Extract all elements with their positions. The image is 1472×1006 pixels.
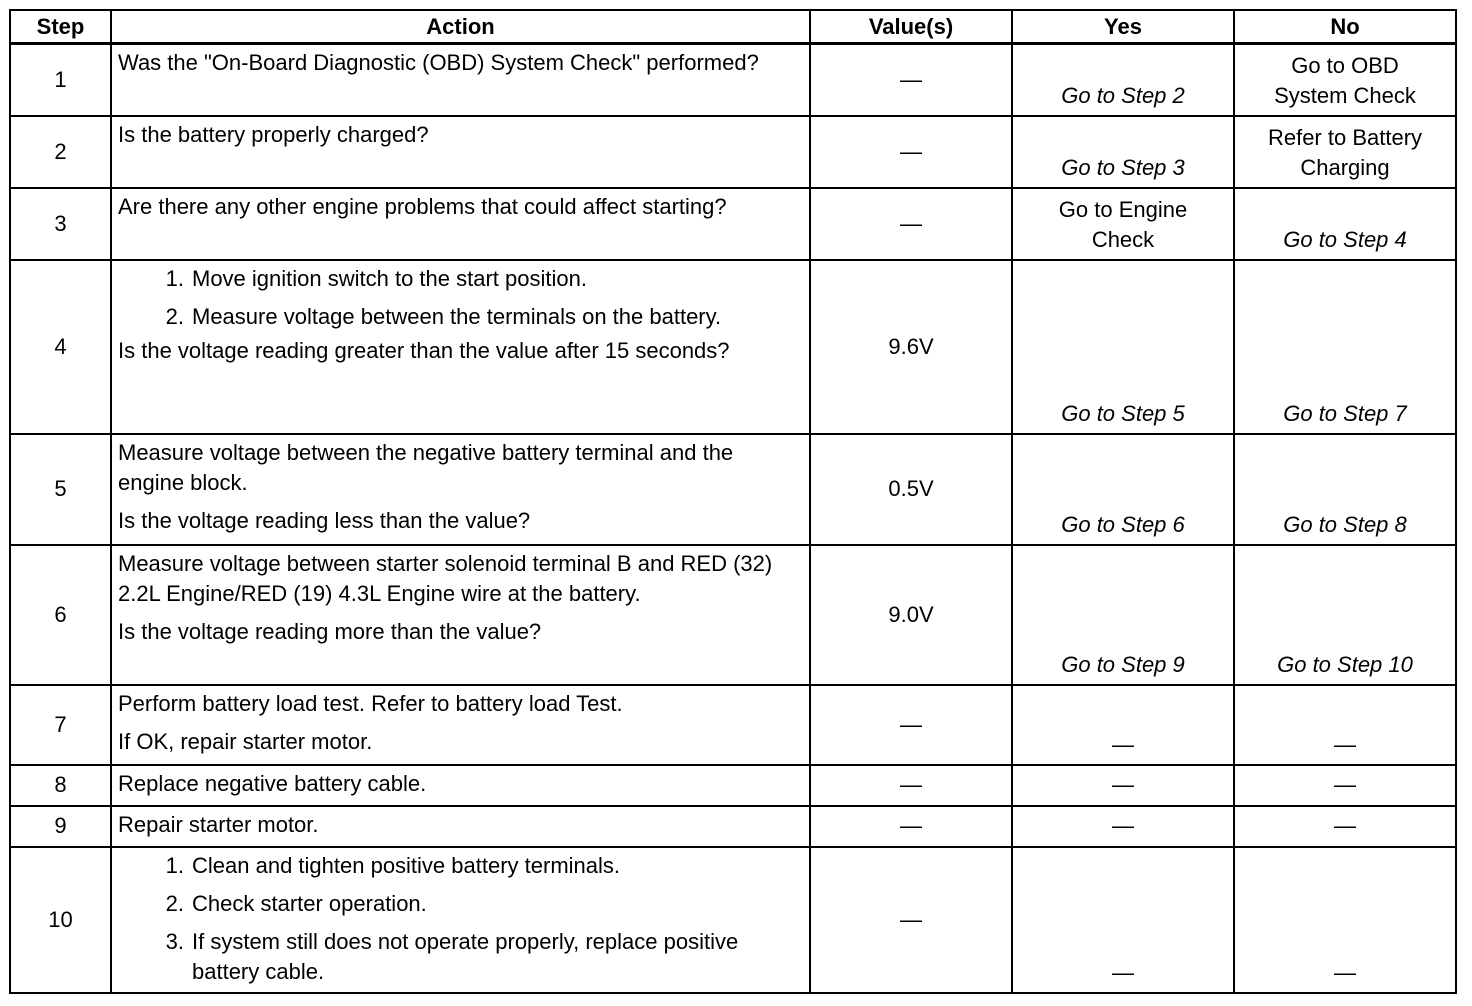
value-cell: — — [810, 847, 1012, 993]
action-text: Was the "On-Board Diagnostic (OBD) System Check" performed? — [118, 50, 759, 75]
table-row — [10, 260, 1456, 434]
list-item: 1. Move ignition switch to the start position. — [165, 265, 587, 291]
no-cell — [1234, 44, 1456, 116]
list-item: 1. Clean and tighten positive battery terminals. — [165, 852, 621, 878]
yes-cell — [1012, 847, 1234, 993]
no-result: Go to Step 8 — [1283, 511, 1407, 537]
action-cell — [111, 116, 810, 188]
list-item: 2. Check starter operation. — [165, 890, 427, 916]
action-text: Measure voltage between starter solenoid terminal B and RED (32) 2.2L Engine/RED (19) 4.3L Engine wire at the battery. — [118, 550, 773, 606]
step-number: 10 — [10, 847, 111, 993]
yes-result: Go to Step 2 — [1061, 82, 1185, 108]
table-row — [10, 188, 1456, 260]
no-result: — — [1334, 959, 1356, 985]
action-cell — [111, 44, 810, 116]
yes-result: Go to Step 6 — [1061, 511, 1185, 537]
action-text: Replace negative battery cable. — [118, 770, 427, 796]
list-item: 3. If system still does not operate properly, replace positive battery cable. — [165, 928, 739, 984]
no-cell — [1234, 434, 1456, 545]
no-result: Go to Step 10 — [1277, 651, 1413, 677]
yes-result: Go to Step 9 — [1061, 651, 1185, 677]
yes-cell — [1012, 116, 1234, 188]
step-number: 3 — [10, 188, 111, 260]
table-row — [10, 847, 1456, 993]
table-row — [10, 806, 1456, 847]
value-cell: — — [810, 765, 1012, 806]
yes-result: Go to Engine Check — [1058, 196, 1188, 252]
value-cell: — — [810, 116, 1012, 188]
no-result: — — [1334, 731, 1356, 757]
action-cell — [111, 188, 810, 260]
no-cell — [1234, 685, 1456, 765]
action-question: Is the voltage reading less than the value? — [118, 507, 531, 533]
step-number: 5 — [10, 434, 111, 545]
yes-cell: — — [1012, 765, 1234, 806]
yes-cell — [1012, 188, 1234, 260]
step-number: 7 — [10, 685, 111, 765]
step-number: 6 — [10, 545, 111, 685]
diagnostic-table — [9, 9, 1457, 994]
header-no: No — [1234, 10, 1456, 44]
no-result: Go to Step 7 — [1283, 400, 1407, 426]
action-question: Is the voltage reading greater than the value after 15 seconds? — [118, 337, 730, 363]
table-row — [10, 116, 1456, 188]
header-action: Action — [111, 10, 810, 44]
value-cell: 9.0V — [810, 545, 1012, 685]
yes-result: — — [1112, 959, 1134, 985]
action-cell — [111, 685, 810, 765]
action-cell — [111, 434, 810, 545]
no-cell: — — [1234, 806, 1456, 847]
header-row — [10, 10, 1456, 44]
yes-result: Go to Step 3 — [1061, 154, 1185, 180]
no-result: Go to Step 4 — [1283, 226, 1407, 252]
no-cell — [1234, 260, 1456, 434]
action-text: Measure voltage between the negative battery terminal and the engine block. — [118, 439, 734, 495]
value-cell: 9.6V — [810, 260, 1012, 434]
no-result: Go to OBD System Check — [1274, 53, 1416, 108]
yes-cell — [1012, 260, 1234, 434]
action-question: Is the voltage reading more than the value? — [118, 618, 542, 644]
table-row — [10, 44, 1456, 116]
no-cell — [1234, 188, 1456, 260]
yes-cell — [1012, 685, 1234, 765]
action-text: Are there any other engine problems that could affect starting? — [118, 193, 727, 219]
action-text: Is the battery properly charged? — [118, 121, 429, 147]
action-text: Perform battery load test. Refer to battery load Test. — [118, 690, 623, 716]
table-row — [10, 765, 1456, 806]
table-row — [10, 685, 1456, 765]
step-number: 2 — [10, 116, 111, 188]
action-list — [118, 851, 803, 987]
header-yes: Yes — [1012, 10, 1234, 44]
table-row — [10, 434, 1456, 545]
step-number: 9 — [10, 806, 111, 847]
action-cell — [111, 806, 810, 847]
value-cell: — — [810, 188, 1012, 260]
value-cell: — — [810, 685, 1012, 765]
action-cell — [111, 847, 810, 993]
no-cell — [1234, 116, 1456, 188]
action-cell — [111, 545, 810, 685]
step-number: 4 — [10, 260, 111, 434]
header-values: Value(s) — [810, 10, 1012, 44]
value-cell: — — [810, 806, 1012, 847]
yes-result: — — [1112, 731, 1134, 757]
value-cell: — — [810, 44, 1012, 116]
yes-result: Go to Step 5 — [1061, 400, 1185, 426]
yes-cell — [1012, 434, 1234, 545]
action-question: If OK, repair starter motor. — [118, 728, 373, 754]
yes-cell — [1012, 44, 1234, 116]
action-cell — [111, 765, 810, 806]
no-cell — [1234, 847, 1456, 993]
no-result: Refer to Battery Charging — [1267, 124, 1423, 180]
action-cell — [111, 260, 810, 434]
list-item: 2. Measure voltage between the terminals on the battery. — [165, 303, 722, 329]
step-number: 1 — [10, 44, 111, 116]
yes-cell — [1012, 545, 1234, 685]
no-cell: — — [1234, 765, 1456, 806]
no-cell — [1234, 545, 1456, 685]
action-text: Repair starter motor. — [118, 811, 319, 837]
yes-cell: — — [1012, 806, 1234, 847]
value-cell: 0.5V — [810, 434, 1012, 545]
action-list — [118, 264, 803, 332]
table-row — [10, 545, 1456, 685]
step-number: 8 — [10, 765, 111, 806]
header-step: Step — [10, 10, 111, 44]
